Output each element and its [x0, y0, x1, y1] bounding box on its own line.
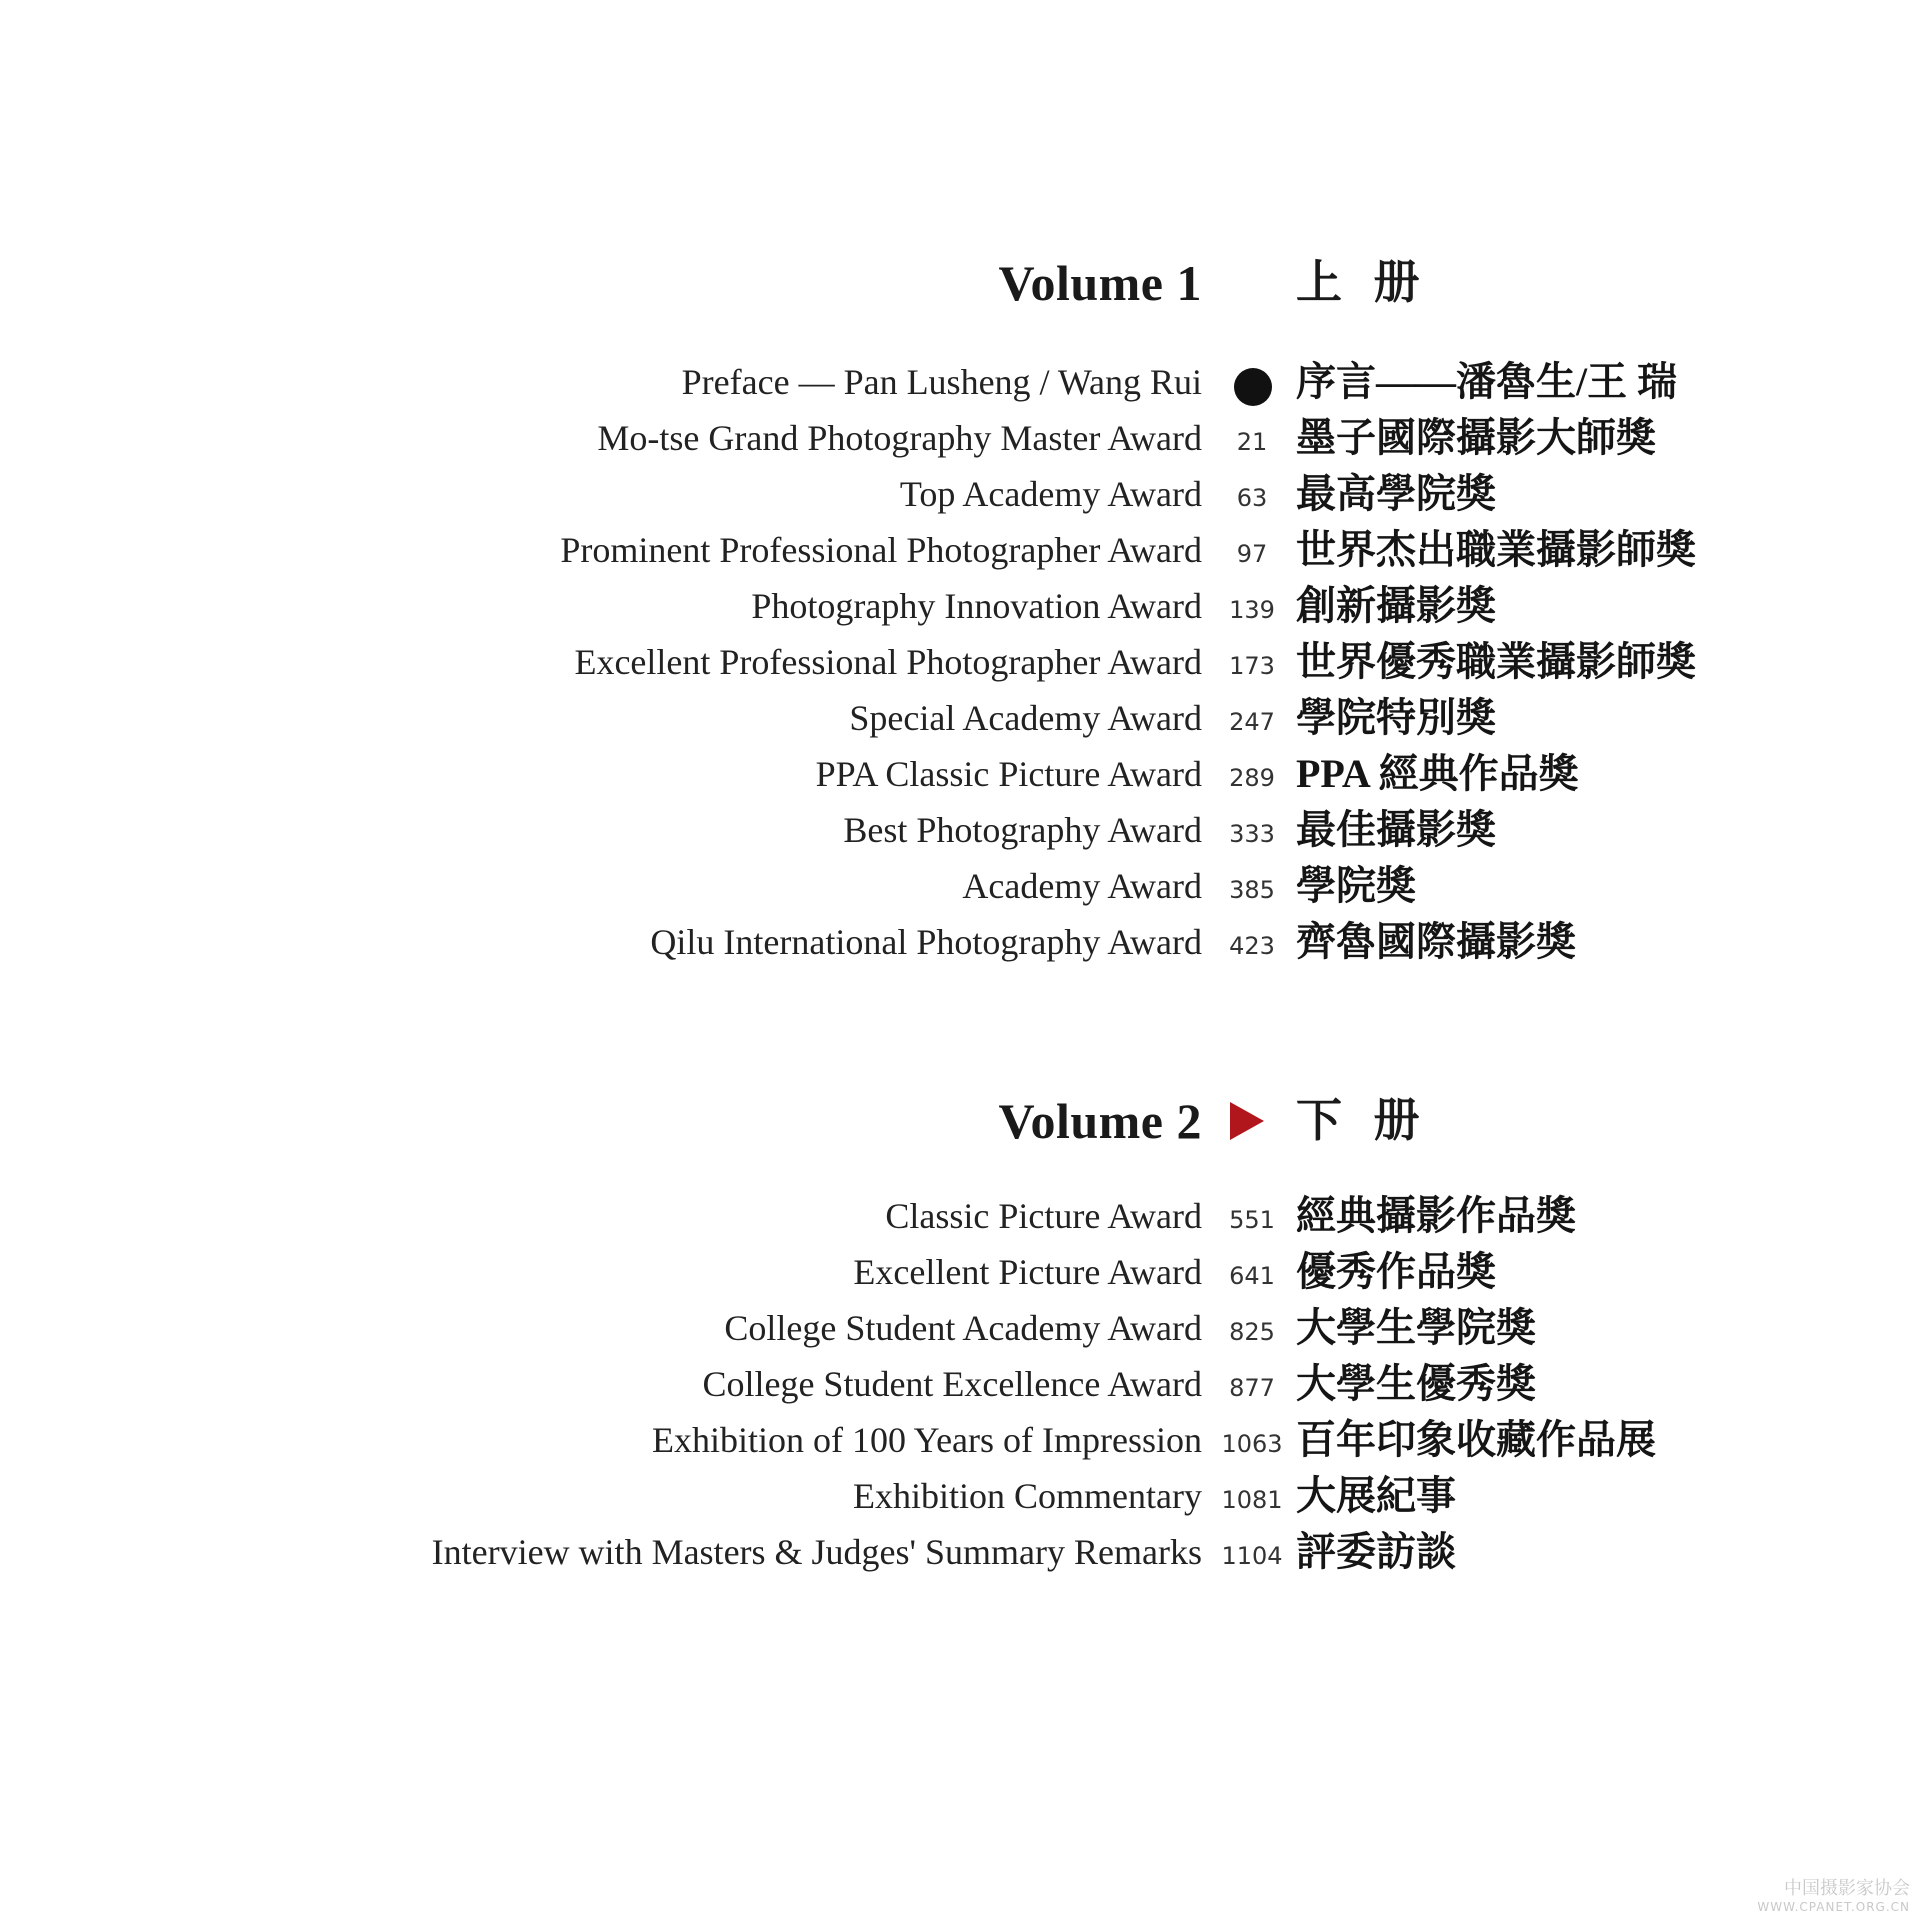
toc-row[interactable]: [0, 1188, 1920, 1244]
toc-page-number: 97: [1236, 540, 1268, 568]
toc-row[interactable]: [0, 1244, 1920, 1300]
toc-entry-cn: 最高學院獎: [1296, 471, 1496, 516]
toc-row[interactable]: [0, 634, 1920, 690]
toc-page-number: 877: [1229, 1374, 1275, 1402]
toc-entry-en: Excellent Picture Award: [853, 1252, 1202, 1292]
toc-row[interactable]: [0, 1300, 1920, 1356]
toc-entry-en: Prominent Professional Photographer Award: [560, 530, 1202, 570]
toc-row[interactable]: [0, 410, 1920, 466]
toc-entry-en: PPA Classic Picture Award: [815, 754, 1202, 794]
toc-page-number: 641: [1229, 1262, 1275, 1290]
toc-page-number: 289: [1229, 764, 1275, 792]
toc-row[interactable]: [0, 578, 1920, 634]
toc-entry-en: Qilu International Photography Award: [650, 922, 1202, 962]
toc-entry-en: Excellent Professional Photographer Award: [574, 642, 1202, 682]
toc-row[interactable]: [0, 746, 1920, 802]
toc-row[interactable]: [0, 914, 1920, 970]
toc-page-number: 1104: [1221, 1542, 1283, 1570]
toc-page-number: 385: [1229, 876, 1275, 904]
toc-entry-en: Interview with Masters & Judges' Summary Remarks: [431, 1532, 1202, 1572]
toc-entry-cn: 評委訪談: [1296, 1529, 1456, 1574]
toc-page-number: 1063: [1221, 1430, 1283, 1458]
volume-2-title-cn: 下 册: [1296, 1095, 1430, 1146]
toc-entry-cn: 創新攝影獎: [1296, 583, 1496, 628]
toc-entry-en: Exhibition of 100 Years of Impression: [652, 1420, 1202, 1460]
watermark-url: WWW.CPANET.ORG.CN: [1757, 1900, 1910, 1914]
toc-entry-cn: 世界優秀職業攝影師獎: [1296, 639, 1696, 684]
toc-entry-cn: 大學生學院獎: [1296, 1305, 1536, 1350]
toc-entry-cn: 優秀作品獎: [1296, 1249, 1496, 1294]
toc-row-preface[interactable]: [0, 354, 1920, 410]
toc-entry-cn: 世界杰出職業攝影師獎: [1296, 527, 1696, 572]
volume-1-heading: [0, 248, 1920, 318]
toc-page-number: 21: [1236, 428, 1268, 456]
toc-row[interactable]: [0, 522, 1920, 578]
toc-entry-en: Best Photography Award: [843, 810, 1202, 850]
toc-page-number: 247: [1229, 708, 1275, 736]
toc-row[interactable]: [0, 466, 1920, 522]
toc-entry-cn: 大展紀事: [1296, 1473, 1456, 1518]
toc-page-number: 139: [1229, 596, 1275, 624]
volume-2-heading: [0, 1086, 1920, 1156]
toc-entry-cn: 最佳攝影獎: [1296, 807, 1496, 852]
toc-entry-en: Preface — Pan Lusheng / Wang Rui: [681, 362, 1202, 402]
toc-row[interactable]: [0, 1468, 1920, 1524]
play-triangle-icon: [1230, 1102, 1264, 1140]
toc-entry-en: College Student Excellence Award: [702, 1364, 1202, 1404]
toc-page-number: 551: [1229, 1206, 1275, 1234]
toc-entry-en: Photography Innovation Award: [751, 586, 1202, 626]
toc-entry-cn: 百年印象收藏作品展: [1296, 1417, 1656, 1462]
toc-page-number: 423: [1229, 932, 1275, 960]
toc-entry-cn: 大學生優秀獎: [1296, 1361, 1536, 1406]
toc-entry-cn: 齊魯國際攝影獎: [1296, 919, 1576, 964]
toc-entry-cn: 序言——潘魯生/王 瑞: [1296, 359, 1678, 404]
watermark-text: 中国摄影家协会: [1784, 1878, 1910, 1899]
toc-page-number: 63: [1236, 484, 1268, 512]
toc-row[interactable]: [0, 1412, 1920, 1468]
volume-1-title-cn: 上 册: [1296, 257, 1430, 308]
toc-row[interactable]: [0, 1524, 1920, 1580]
toc-page-number: 1081: [1221, 1486, 1283, 1514]
toc-entry-en: Special Academy Award: [849, 698, 1202, 738]
toc-entry-cn: 學院獎: [1296, 863, 1416, 908]
toc-entry-en: Top Academy Award: [899, 474, 1202, 514]
toc-row[interactable]: [0, 1356, 1920, 1412]
volume-2-title: Volume 2: [998, 1093, 1202, 1149]
volume-1-title: Volume 1: [998, 255, 1202, 311]
toc-row[interactable]: [0, 858, 1920, 914]
toc-entry-en: Academy Award: [962, 866, 1202, 906]
toc-entry-en: Exhibition Commentary: [853, 1476, 1202, 1516]
toc-page-number: 825: [1229, 1318, 1275, 1346]
bullet-dot-icon: [1234, 368, 1272, 406]
toc-entry-en: Classic Picture Award: [885, 1196, 1202, 1236]
toc-row[interactable]: [0, 690, 1920, 746]
toc-entry-cn: 墨子國際攝影大師獎: [1296, 415, 1656, 460]
toc-entry-cn: 學院特別獎: [1296, 695, 1496, 740]
toc-row[interactable]: [0, 802, 1920, 858]
toc-entry-en: College Student Academy Award: [724, 1308, 1202, 1348]
watermark: [1757, 1874, 1910, 1914]
toc-entry-cn: 經典攝影作品獎: [1296, 1193, 1576, 1238]
toc-entry-en: Mo-tse Grand Photography Master Award: [597, 418, 1202, 458]
toc-entry-cn: PPA 經典作品獎: [1296, 751, 1579, 796]
toc-page-number: 173: [1229, 652, 1275, 680]
toc-page-number: 333: [1229, 820, 1275, 848]
